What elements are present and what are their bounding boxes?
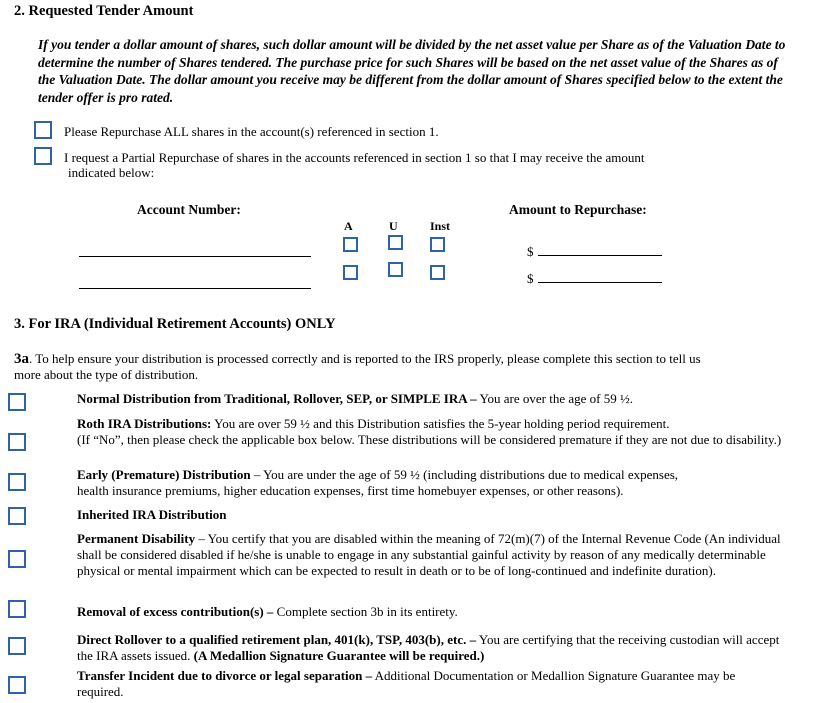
permanent-disability-item-line3: physical or mental impairment which can be expected to result in death or to be of long-continued and indefinite duration). [77,563,716,578]
section-3a-text-line2: more about the type of distribution. [14,367,199,382]
item-text: – You certify that you are disabled within the meaning of 72(m)(7) of the Internal Revenue Code (An individual [195,531,781,546]
class-a-checkbox-1[interactable] [343,237,358,252]
item-text: You are over the age of 59 ½. [476,391,633,406]
section-3-heading: 3. For IRA (Individual Retirement Accounts) ONLY [14,316,336,332]
item-title: Normal Distribution from Traditional, Rollover, SEP, or SIMPLE IRA – [77,391,477,406]
section-3a-text-line1: . To help ensure your distribution is processed correctly and is reported to the IRS properly, please complete this section to tell us [29,351,701,366]
normal-distribution-item [77,391,633,406]
amount-field-1[interactable] [538,243,662,256]
class-a-checkbox-2[interactable] [343,265,358,280]
early-distribution-item [77,467,678,482]
excess-contribution-item [77,604,458,619]
class-u-checkbox-1[interactable] [388,235,403,250]
item-text: You are over 59 ½ and this Distribution satisfies the 5-year holding period requirement. [211,416,670,431]
permanent-disability-item [77,531,781,546]
permanent-disability-checkbox[interactable] [8,550,26,568]
early-distribution-checkbox[interactable] [8,473,26,491]
item-title: Roth IRA Distributions: [77,416,212,431]
item-text: – You are under the age of 59 ½ (including distributions due to medical expenses, [250,467,679,482]
class-inst-label: Inst [430,219,451,233]
excess-contribution-checkbox[interactable] [8,600,26,618]
early-distribution-item-line2: health insurance premiums, higher education expenses, first time homebuyer expenses, or other reasons). [77,483,624,498]
repurchase-all-label: Please Repurchase ALL shares in the account(s) referenced in section 1. [64,124,439,139]
roth-ira-checkbox[interactable] [8,433,26,451]
item-title: Removal of excess contribution(s) – [77,604,274,619]
item-text: Additional Documentation or Medallion Signature Guarantee may be [372,668,736,683]
amount-field-2[interactable] [538,270,662,283]
direct-rollover-item [77,632,779,647]
item-title: Transfer Incident due to divorce or legal separation – [77,668,373,683]
class-inst-checkbox-2[interactable] [430,265,445,280]
item-text: You are certifying that the receiving custodian will accept [476,632,780,647]
item-title: Early (Premature) Distribution [77,467,251,482]
section-3a-intro [14,351,814,367]
item-text: the IRA assets issued. [77,648,194,663]
section-2-heading: 2. Requested Tender Amount [14,3,194,19]
dollar-sign: $ [527,244,534,259]
item-title: Permanent Disability [77,531,196,546]
class-a-label: A [344,219,353,233]
roth-ira-item-line2: (If “No”, then please check the applicable box below. These distributions will be considered premature if they are not due to disability.) [77,432,782,447]
direct-rollover-checkbox[interactable] [8,637,26,655]
section-3a-label: 3a [14,351,29,367]
inherited-ira-checkbox[interactable] [8,507,26,525]
transfer-incident-item-line2: required. [77,684,124,699]
dollar-sign: $ [527,271,534,286]
transfer-incident-item [77,668,735,683]
repurchase-all-checkbox[interactable] [34,121,52,139]
class-u-checkbox-2[interactable] [388,262,403,277]
account-number-field-1[interactable] [79,256,311,257]
item-text: Complete section 3b in its entirety. [273,604,458,619]
class-inst-checkbox-1[interactable] [430,237,445,252]
amount-row-1 [527,243,662,259]
class-u-label: U [389,219,398,233]
transfer-incident-checkbox[interactable] [8,676,26,694]
permanent-disability-item-line2: shall be considered disabled if he/she is unable to engage in any substantial gainful activity by reason of any medically determinable [77,547,766,562]
tender-intro-paragraph: If you tender a dollar amount of shares, such dollar amount will be divided by the net asset value per Share as of the Valuation Date to determine the number of Shares tendered. The purchase price for such Shares will be based on the net asset value of the Shares as of the Valuation Date. The dollar amount you receive may be different from the dollar amount of Shares specified below to the extent the tender offer is pro rated. [38,37,786,105]
partial-repurchase-label-line2: indicated below: [68,165,155,180]
direct-rollover-item-line2 [77,648,484,663]
item-title: Direct Rollover to a qualified retirement plan, 401(k), TSP, 403(b), etc. – [77,632,477,647]
medallion-note: (A Medallion Signature Guarantee will be required.) [193,648,485,663]
account-number-field-2[interactable] [79,288,311,289]
normal-distribution-checkbox[interactable] [8,393,26,411]
amount-to-repurchase-label: Amount to Repurchase: [509,202,647,217]
roth-ira-item [77,416,670,431]
amount-row-2 [527,270,662,286]
partial-repurchase-label-line1: I request a Partial Repurchase of shares in the accounts referenced in section 1 so that I may receive the amount [64,150,645,165]
partial-repurchase-checkbox[interactable] [34,147,52,165]
account-number-label: Account Number: [137,202,241,217]
inherited-ira-item: Inherited IRA Distribution [77,507,227,522]
